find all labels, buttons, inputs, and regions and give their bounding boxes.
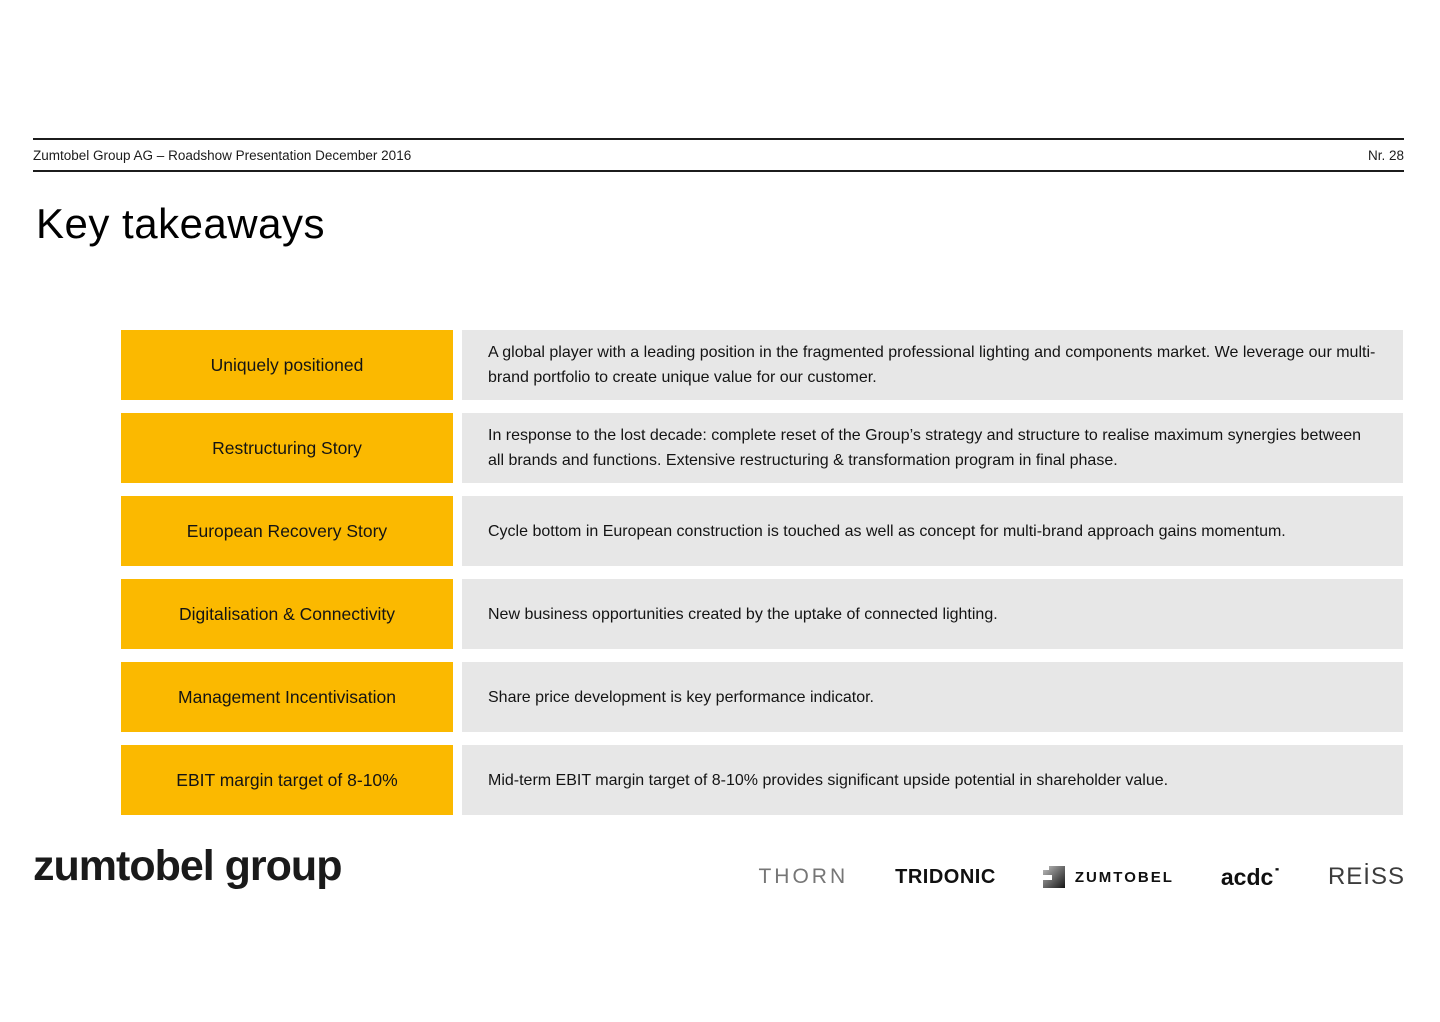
takeaway-description: Mid-term EBIT margin target of 8-10% provides significant upside potential in shareholder value.	[462, 745, 1403, 815]
takeaway-label: Management Incentivisation	[121, 662, 453, 732]
takeaway-label: Restructuring Story	[121, 413, 453, 483]
takeaway-label: Uniquely positioned	[121, 330, 453, 400]
acdc-logo: acdc˙	[1220, 863, 1281, 890]
zumtobel-logo	[1043, 866, 1174, 888]
slide-header	[33, 138, 1404, 172]
reiss-logo: REİSS	[1327, 863, 1405, 890]
takeaway-label: Digitalisation & Connectivity	[121, 579, 453, 649]
header-left-text: Zumtobel Group AG – Roadshow Presentation December 2016	[33, 147, 412, 163]
thorn-logo: THORN	[758, 865, 849, 888]
takeaway-description: Cycle bottom in European construction is touched as well as concept for multi-brand approach gains momentum.	[462, 496, 1403, 566]
takeaway-row	[121, 330, 1403, 400]
takeaway-row	[121, 496, 1403, 566]
brand-logos	[758, 856, 1405, 898]
takeaway-description: A global player with a leading position in the fragmented professional lighting and components market. We leverage our multi-brand portfolio to create unique value for our customer.	[462, 330, 1403, 400]
takeaway-row	[121, 662, 1403, 732]
takeaway-label: EBIT margin target of 8-10%	[121, 745, 453, 815]
zumtobel-group-logo: zumtobel group	[33, 842, 342, 890]
takeaway-description: In response to the lost decade: complete reset of the Group’s strategy and structure to realise maximum synergies between all brands and functions. Extensive restructuring & transformation program in final phase.	[462, 413, 1403, 483]
zumtobel-square-icon	[1043, 866, 1065, 888]
takeaway-description: Share price development is key performance indicator.	[462, 662, 1403, 732]
page-title: Key takeaways	[36, 200, 325, 247]
takeaway-description: New business opportunities created by the uptake of connected lighting.	[462, 579, 1403, 649]
takeaways-list	[121, 330, 1403, 815]
zumtobel-logo-text: ZUMTOBEL	[1074, 868, 1174, 886]
takeaway-row	[121, 579, 1403, 649]
takeaway-row	[121, 745, 1403, 815]
takeaway-label: European Recovery Story	[121, 496, 453, 566]
tridonic-logo: TRIDONIC	[895, 865, 996, 888]
takeaway-row	[121, 413, 1403, 483]
page-number: Nr. 28	[1367, 147, 1404, 163]
